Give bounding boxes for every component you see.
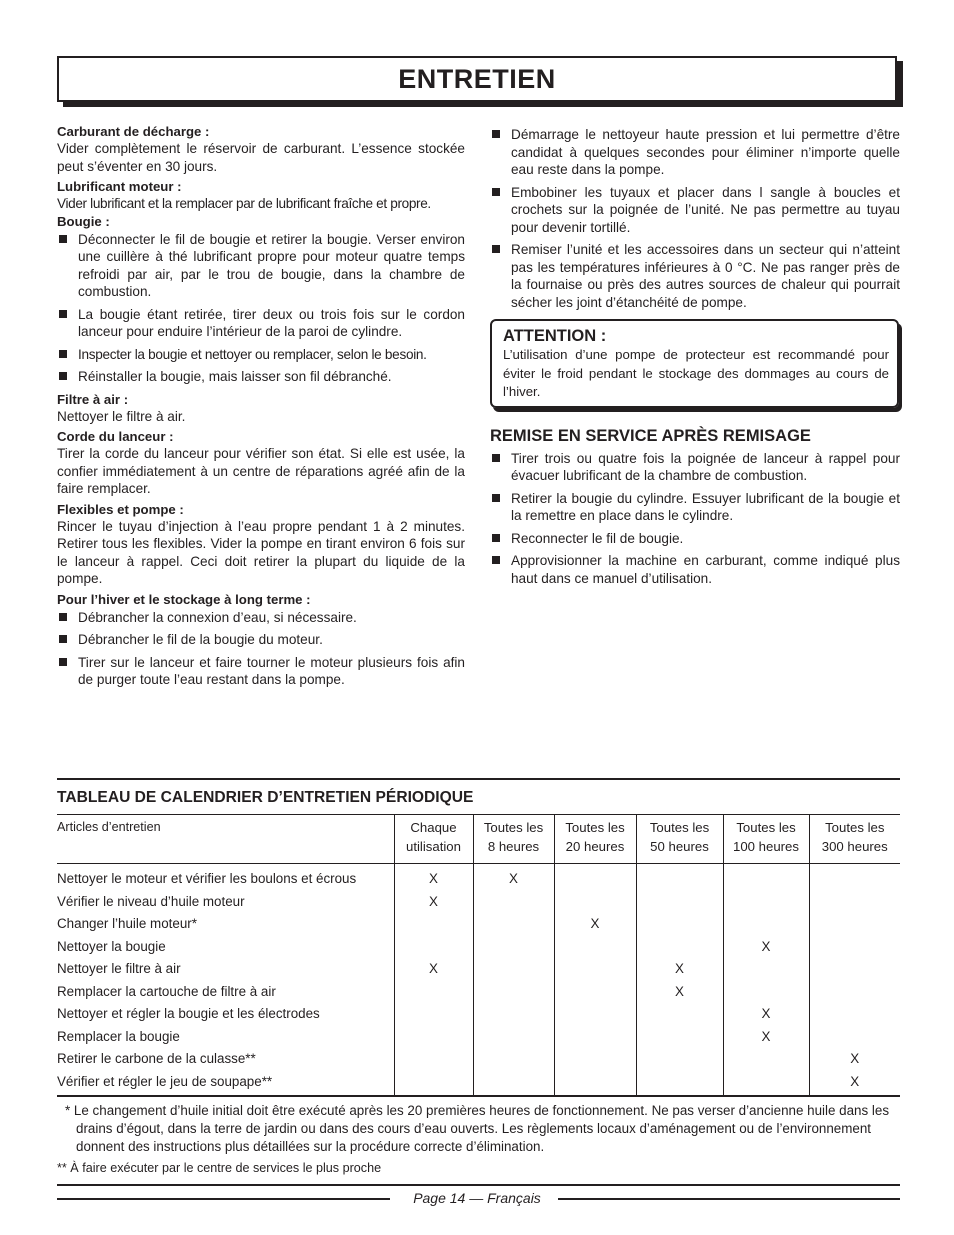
maintenance-schedule-section bbox=[57, 778, 900, 1186]
list-item bbox=[490, 184, 900, 237]
lubrifiant-label: Lubrificant moteur : bbox=[57, 179, 182, 194]
interval-cell bbox=[723, 891, 809, 914]
page-title-box bbox=[57, 56, 897, 102]
schedule-table bbox=[57, 814, 900, 1097]
item-cell: Vérifier et régler le jeu de soupape** bbox=[57, 1073, 273, 1089]
list-item-text: Démarrage le nettoyeur haute pression et lui permettre d’être candidat à quelques secondes pour éliminer n’importe quelle eau reste dans la pompe. bbox=[511, 127, 900, 177]
interval-cell: X bbox=[723, 1003, 809, 1026]
header-label: utilisation bbox=[406, 839, 461, 854]
bullet-square-icon bbox=[492, 494, 500, 502]
interval-cell bbox=[394, 913, 473, 936]
interval-cell bbox=[473, 936, 554, 959]
interval-cell: X bbox=[394, 891, 473, 914]
item-cell: Nettoyer et régler la bougie et les électrodes bbox=[57, 1006, 320, 1021]
interval-cell: X bbox=[723, 1026, 809, 1049]
flexibles-text: Rincer le tuyau d’injection à l’eau propre pendant 1 à 2 minutes. Retirer tous les flexibles. Vider la pompe en tirant environ 6 fois sur le lanceur à rappel. Ceci doit retirer la plupart du liquide de la pompe. bbox=[57, 518, 465, 586]
bullet-square-icon bbox=[59, 310, 67, 318]
item-cell: Vérifier le niveau d’huile moteur bbox=[57, 893, 245, 909]
list-item-text: Embobiner les tuyaux et placer dans l sangle à boucles et crochets sur la poignée de l’unité. Ne pas permettre au tuyau pour devenir tortillé. bbox=[511, 184, 900, 235]
header-label: Toutes les bbox=[565, 820, 625, 835]
bullet-square-icon bbox=[492, 534, 500, 542]
table-row bbox=[57, 958, 900, 981]
list-item bbox=[490, 126, 900, 179]
table-row bbox=[57, 891, 900, 914]
carburant-text: Vider complètement le réservoir de carburant. L’essence stockée peut s’éventer en 30 jours. bbox=[57, 141, 465, 174]
list-item-text: Tirer trois ou quatre fois la poignée de lanceur à rappel pour évacuer lubrificant de la chambre de combustion. bbox=[511, 450, 900, 483]
header-label: 100 heures bbox=[733, 839, 799, 854]
bullet-square-icon bbox=[492, 556, 500, 564]
bullet-square-icon bbox=[59, 235, 67, 243]
interval-cell bbox=[723, 864, 809, 891]
table-row bbox=[57, 1048, 900, 1071]
item-cell: Nettoyer le filtre à air bbox=[57, 961, 181, 976]
interval-cell bbox=[723, 913, 809, 936]
flexibles-label: Flexibles et pompe : bbox=[57, 501, 184, 517]
header-label: 300 heures bbox=[821, 839, 888, 854]
interval-cell bbox=[723, 1071, 809, 1097]
table-row bbox=[57, 936, 900, 959]
item-cell: Retirer le carbone de la culasse** bbox=[57, 1051, 256, 1066]
header-label: Articles d’entretien bbox=[57, 820, 161, 834]
list-item bbox=[57, 306, 465, 341]
interval-cell bbox=[394, 981, 473, 1004]
list-item bbox=[490, 241, 900, 311]
interval-cell bbox=[473, 958, 554, 981]
list-item bbox=[57, 654, 465, 689]
interval-cell bbox=[554, 936, 636, 959]
header-cell bbox=[636, 815, 723, 864]
filtre-label: Filtre à air : bbox=[57, 391, 129, 407]
header-label: Toutes les bbox=[483, 820, 544, 835]
hiver-label: Pour l’hiver et le stockage à long terme : bbox=[57, 591, 311, 607]
interval-cell: X bbox=[723, 936, 809, 959]
footnote-oil-change: * Le changement d’huile initial doit être exécuté après les 20 premières heures de fonctionnement. Ne pas verser d’ancienne huile dans les drains d’égout, dans la terre de jardin ou dans des cours d’eau ouverts. Les règlements locaux d’aménagement ou de l’environnement donnent des instructions plus détaillées sur la procédure correcte d’élimination. bbox=[65, 1103, 890, 1154]
list-item-text: Reconnecter le fil de bougie. bbox=[511, 530, 684, 546]
table-notes bbox=[57, 1097, 900, 1177]
list-item-text: Débrancher la connexion d’eau, si nécessaire. bbox=[78, 609, 357, 625]
interval-cell: X bbox=[473, 864, 554, 891]
header-cell bbox=[57, 815, 394, 864]
list-item-text: Réinstaller la bougie, mais laisser son fil débranché. bbox=[78, 369, 392, 384]
interval-cell bbox=[554, 864, 636, 891]
storage-list bbox=[490, 126, 900, 311]
bullet-square-icon bbox=[59, 372, 67, 380]
hiver-list bbox=[57, 609, 465, 689]
interval-cell bbox=[394, 936, 473, 959]
table-row bbox=[57, 864, 900, 891]
section-divider-bottom bbox=[57, 1184, 900, 1186]
footer-rule-right bbox=[558, 1198, 900, 1200]
interval-cell: X bbox=[809, 1048, 900, 1071]
interval-cell bbox=[554, 1048, 636, 1071]
interval-cell bbox=[636, 891, 723, 914]
corde-text: Tirer la corde du lanceur pour vérifier son état. Si elle est usée, la confier immédiatement à un centre de réparations agréé afin de la faire remplacer. bbox=[57, 446, 465, 496]
footer-rule-left bbox=[57, 1198, 390, 1200]
list-item bbox=[490, 490, 900, 525]
table-row bbox=[57, 913, 900, 936]
carburant-label: Carburant de décharge : bbox=[57, 124, 210, 139]
header-cell bbox=[723, 815, 809, 864]
interval-cell bbox=[473, 1026, 554, 1049]
interval-cell: X bbox=[636, 958, 723, 981]
list-item bbox=[57, 631, 465, 649]
list-item bbox=[57, 609, 465, 627]
item-cell: Nettoyer le moteur et vérifier les boulons et écrous bbox=[57, 871, 357, 886]
right-column bbox=[490, 125, 900, 592]
bullet-square-icon bbox=[492, 130, 500, 138]
list-item bbox=[490, 530, 900, 548]
interval-cell bbox=[554, 958, 636, 981]
interval-cell bbox=[473, 1071, 554, 1097]
interval-cell: X bbox=[809, 1071, 900, 1097]
interval-cell bbox=[809, 891, 900, 914]
header-label: 20 heures bbox=[565, 839, 625, 854]
interval-cell bbox=[394, 1048, 473, 1071]
bullet-square-icon bbox=[59, 350, 67, 358]
list-item bbox=[57, 231, 465, 301]
interval-cell bbox=[394, 1071, 473, 1097]
interval-cell bbox=[636, 1003, 723, 1026]
interval-cell bbox=[636, 1026, 723, 1049]
interval-cell bbox=[473, 981, 554, 1004]
item-cell: Changer l’huile moteur* bbox=[57, 916, 197, 931]
list-item-text: Remiser l’unité et les accessoires dans un secteur qui n’atteint pas les températures inférieures à 0 °C. Ne pas ranger près de la fournaise ou près des autres sources de chaleur qui pourrait sécher les joint d’étanchéité de pompe. bbox=[511, 242, 900, 310]
interval-cell bbox=[636, 936, 723, 959]
interval-cell bbox=[554, 981, 636, 1004]
item-cell: Remplacer la bougie bbox=[57, 1028, 180, 1044]
attention-box bbox=[490, 319, 899, 408]
header-cell bbox=[473, 815, 554, 864]
item-cell: Nettoyer la bougie bbox=[57, 938, 166, 954]
schedule-table-title: TABLEAU DE CALENDRIER D’ENTRETIEN PÉRIODIQUE bbox=[57, 789, 474, 806]
interval-cell: X bbox=[394, 958, 473, 981]
corde-label: Corde du lanceur : bbox=[57, 429, 174, 444]
table-row bbox=[57, 1071, 900, 1097]
header-cell bbox=[554, 815, 636, 864]
interval-cell bbox=[636, 1071, 723, 1097]
table-row bbox=[57, 1003, 900, 1026]
attention-title: ATTENTION : bbox=[503, 327, 607, 345]
interval-cell bbox=[394, 1026, 473, 1049]
interval-cell bbox=[809, 958, 900, 981]
bullet-square-icon bbox=[492, 245, 500, 253]
bougie-label: Bougie : bbox=[57, 213, 110, 229]
interval-cell bbox=[723, 981, 809, 1004]
page-number: Page 14 — Français bbox=[413, 1190, 541, 1206]
filtre-text: Nettoyer le filtre à air. bbox=[57, 408, 186, 424]
interval-cell bbox=[809, 864, 900, 891]
lubrifiant-text: Vider lubrificant et la remplacer par de lubrificant fraîche et propre. bbox=[57, 196, 431, 211]
bullet-square-icon bbox=[59, 658, 67, 666]
list-item-text: La bougie étant retirée, tirer deux ou trois fois sur le cordon lanceur pour enduire l’intérieur de la paroi de cylindre. bbox=[78, 306, 465, 339]
header-label: Toutes les bbox=[649, 820, 710, 835]
list-item-text: Tirer sur le lanceur et faire tourner le moteur plusieurs fois afin de purger toute l’eau restant dans la pompe. bbox=[78, 654, 465, 687]
remise-heading: REMISE EN SERVICE APRÈS REMISAGE bbox=[490, 426, 811, 445]
table-header-row bbox=[57, 815, 900, 864]
item-cell: Remplacer la cartouche de filtre à air bbox=[57, 983, 276, 999]
page-title: ENTRETIEN bbox=[398, 64, 556, 94]
interval-cell bbox=[473, 891, 554, 914]
interval-cell bbox=[809, 936, 900, 959]
interval-cell bbox=[473, 1003, 554, 1026]
interval-cell bbox=[473, 1048, 554, 1071]
interval-cell bbox=[809, 913, 900, 936]
header-label: Toutes les bbox=[736, 820, 796, 835]
interval-cell bbox=[723, 958, 809, 981]
interval-cell bbox=[809, 1003, 900, 1026]
interval-cell bbox=[723, 1048, 809, 1071]
attention-text: L’utilisation d’une pompe de protecteur est recommandé pour éviter le froid pendant le stockage des dommages au cours de l’hiver. bbox=[503, 347, 889, 399]
list-item bbox=[490, 552, 900, 587]
list-item-text: Déconnecter le fil de bougie et retirer la bougie. Verser environ une cuillère à thé lubrificant propre pour moteur quatre temps refroidi par air, par le trou de bougie, dans la chambre de combustion. bbox=[78, 231, 465, 299]
list-item-text: Inspecter la bougie et nettoyer ou remplacer, selon le besoin. bbox=[78, 346, 427, 362]
table-row bbox=[57, 1026, 900, 1049]
list-item bbox=[490, 450, 900, 485]
list-item bbox=[57, 346, 465, 364]
header-label: Toutes les bbox=[825, 820, 885, 835]
list-item bbox=[57, 368, 465, 386]
bullet-square-icon bbox=[492, 454, 500, 462]
left-column bbox=[57, 123, 465, 694]
list-item-text: Approvisionner la machine en carburant, comme indiqué plus haut dans ce manuel d’utilisation. bbox=[511, 553, 900, 586]
interval-cell bbox=[473, 913, 554, 936]
header-label: 50 heures bbox=[650, 839, 709, 854]
interval-cell: X bbox=[394, 864, 473, 891]
page-footer bbox=[57, 1188, 900, 1208]
bullet-square-icon bbox=[59, 635, 67, 643]
bullet-square-icon bbox=[59, 613, 67, 621]
table-row bbox=[57, 981, 900, 1004]
interval-cell bbox=[636, 1048, 723, 1071]
header-label: 8 heures bbox=[487, 839, 540, 854]
interval-cell bbox=[809, 1026, 900, 1049]
header-label: Chaque bbox=[410, 820, 457, 835]
interval-cell bbox=[554, 1003, 636, 1026]
interval-cell: X bbox=[554, 913, 636, 936]
bullet-square-icon bbox=[492, 188, 500, 196]
bougie-list bbox=[57, 231, 465, 386]
interval-cell bbox=[809, 981, 900, 1004]
interval-cell bbox=[554, 1026, 636, 1049]
interval-cell: X bbox=[636, 981, 723, 1004]
header-cell bbox=[809, 815, 900, 864]
interval-cell bbox=[636, 864, 723, 891]
remise-list bbox=[490, 450, 900, 588]
footnote-service-center: ** À faire exécuter par le centre de services le plus proche bbox=[57, 1161, 382, 1175]
header-cell bbox=[394, 815, 473, 864]
list-item-text: Débrancher le fil de la bougie du moteur. bbox=[78, 632, 323, 647]
interval-cell bbox=[554, 891, 636, 914]
interval-cell bbox=[394, 1003, 473, 1026]
interval-cell bbox=[636, 913, 723, 936]
interval-cell bbox=[554, 1071, 636, 1097]
list-item-text: Retirer la bougie du cylindre. Essuyer lubrificant de la bougie et la remettre en place dans le cylindre. bbox=[511, 490, 900, 523]
